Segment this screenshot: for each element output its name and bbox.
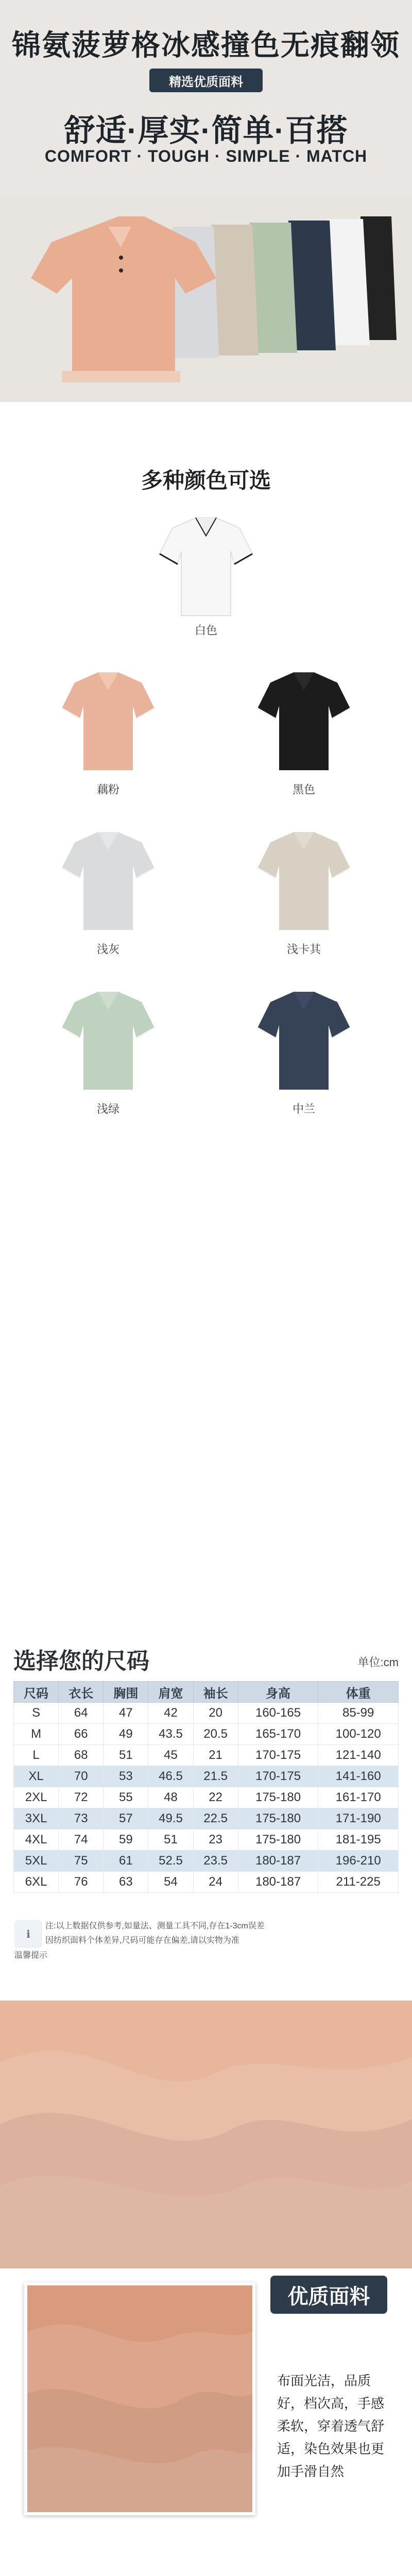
header-sleeve: 袖长 xyxy=(193,1682,238,1703)
cell-height: 170-175 xyxy=(238,1766,318,1787)
cell-height: 175-180 xyxy=(238,1787,318,1808)
cell-chest: 57 xyxy=(104,1808,148,1829)
cell-shoulder: 48 xyxy=(148,1787,193,1808)
slogan-en: COMFORT · TOUGH · SIMPLE · MATCH xyxy=(44,147,368,165)
cell-shoulder: 51 xyxy=(148,1829,193,1851)
fabric-stat-2: 12%氨纶 xyxy=(318,2346,381,2363)
fabric-closeup xyxy=(24,2282,255,2515)
cell-chest: 53 xyxy=(104,1766,148,1787)
cell-weight: 141-160 xyxy=(318,1766,399,1787)
size-note-line-1: 注:以上数据仅供参考,如量法、测量工具不同,存在1-3cm误差 xyxy=(45,1922,265,1930)
shirt-pink-image xyxy=(57,662,160,775)
table-row xyxy=(14,1766,399,1787)
cell-sleeve: 21 xyxy=(193,1745,238,1766)
cell-size: S xyxy=(14,1703,59,1724)
cell-length: 73 xyxy=(59,1808,104,1829)
cell-size: 3XL xyxy=(14,1808,59,1829)
color-label-white: 白色 xyxy=(194,624,217,637)
cell-length: 70 xyxy=(59,1766,104,1787)
cell-shoulder: 49.5 xyxy=(148,1808,193,1829)
note-icon: ℹ xyxy=(14,1920,42,1948)
cell-chest: 47 xyxy=(104,1703,148,1724)
cell-length: 68 xyxy=(59,1745,104,1766)
cell-sleeve: 23.5 xyxy=(193,1851,238,1872)
cell-height: 170-175 xyxy=(238,1745,318,1766)
table-row xyxy=(14,1829,399,1851)
color-label-light-grey: 浅灰 xyxy=(96,943,119,956)
cell-shoulder: 45 xyxy=(148,1745,193,1766)
cell-chest: 49 xyxy=(104,1724,148,1745)
fabric-stat-1: 88%锦纶 xyxy=(318,2326,381,2343)
feature-pill: 精选优质面料 xyxy=(149,69,263,92)
cell-length: 72 xyxy=(59,1787,104,1808)
cell-size: L xyxy=(14,1745,59,1766)
cell-weight: 121-140 xyxy=(318,1745,399,1766)
cell-height: 175-180 xyxy=(238,1829,318,1851)
cell-shoulder: 52.5 xyxy=(148,1851,193,1872)
size-unit: 单位:cm xyxy=(357,1656,399,1669)
shirt-black-image xyxy=(252,662,355,775)
cell-shoulder: 54 xyxy=(148,1872,193,1893)
cell-length: 74 xyxy=(59,1829,104,1851)
cell-weight: 196-210 xyxy=(318,1851,399,1872)
header-chest: 胸围 xyxy=(104,1682,148,1703)
fabric-folds-graphic xyxy=(0,2001,412,2268)
cell-height: 160-165 xyxy=(238,1703,318,1724)
color-label-light-green: 浅绿 xyxy=(96,1103,119,1115)
cell-height: 180-187 xyxy=(238,1872,318,1893)
header-height: 身高 xyxy=(238,1682,318,1703)
color-label-navy: 中兰 xyxy=(292,1103,315,1115)
cell-length: 75 xyxy=(59,1851,104,1872)
shirt-white-image xyxy=(154,507,258,621)
cell-length: 66 xyxy=(59,1724,104,1745)
cell-chest: 51 xyxy=(104,1745,148,1766)
cell-sleeve: 21.5 xyxy=(193,1766,238,1787)
cell-height: 180-187 xyxy=(238,1851,318,1872)
table-row xyxy=(14,1703,399,1724)
fabric-badge: 优质面料 xyxy=(270,2276,387,2314)
table-row xyxy=(14,1872,399,1893)
colors-title: 多种颜色可选 xyxy=(141,468,271,493)
cell-size: M xyxy=(14,1724,59,1745)
header-shoulder: 肩宽 xyxy=(148,1682,193,1703)
cell-shoulder: 42 xyxy=(148,1703,193,1724)
cell-sleeve: 23 xyxy=(193,1829,238,1851)
fabric-description: 布面光洁，品质好，档次高，手感柔软，穿着透气舒适，染色效果也更加手滑自然 xyxy=(277,2373,385,2479)
note-label: 温馨提示 xyxy=(14,1951,48,1960)
header-weight: 体重 xyxy=(318,1682,399,1703)
size-table xyxy=(13,1681,399,1893)
table-row xyxy=(14,1724,399,1745)
cell-height: 165-170 xyxy=(238,1724,318,1745)
slogan-cn: 舒适·厚实·简单·百搭 xyxy=(64,113,348,148)
cell-sleeve: 20 xyxy=(193,1703,238,1724)
cell-weight: 211-225 xyxy=(318,1872,399,1893)
shirt-light-grey-image xyxy=(57,822,160,935)
cell-height: 175-180 xyxy=(238,1808,318,1829)
cell-chest: 61 xyxy=(104,1851,148,1872)
fabric-banner xyxy=(0,2001,412,2268)
main-title: 锦氨菠萝格冰感撞色无痕翻领 xyxy=(12,29,400,61)
table-row xyxy=(14,1745,399,1766)
hero-banner xyxy=(0,0,412,402)
cell-chest: 63 xyxy=(104,1872,148,1893)
cell-size: 6XL xyxy=(14,1872,59,1893)
color-label-light-khaki: 浅卡其 xyxy=(286,943,321,956)
size-title: 选择您的尺码 xyxy=(13,1649,149,1674)
cell-size: XL xyxy=(14,1766,59,1787)
shirt-navy-image xyxy=(252,981,355,1095)
cell-sleeve: 24 xyxy=(193,1872,238,1893)
cell-shoulder: 43.5 xyxy=(148,1724,193,1745)
header-length: 衣长 xyxy=(59,1682,104,1703)
fabric-closeup-graphic xyxy=(27,2285,252,2512)
size-note-line-2: 因纺织面料个体差异,尺码可能存在偏差,请以实物为准 xyxy=(45,1936,239,1945)
cell-shoulder: 46.5 xyxy=(148,1766,193,1787)
cell-weight: 85-99 xyxy=(318,1703,399,1724)
hero-shirts-image xyxy=(0,196,412,402)
color-label-black: 黑色 xyxy=(292,783,315,796)
table-row xyxy=(14,1851,399,1872)
color-label-pink: 藕粉 xyxy=(96,783,119,796)
table-row xyxy=(14,1787,399,1808)
size-note xyxy=(45,1919,375,1948)
cell-sleeve: 22 xyxy=(193,1787,238,1808)
cell-sleeve: 20.5 xyxy=(193,1724,238,1745)
cell-size: 2XL xyxy=(14,1787,59,1808)
cell-weight: 161-170 xyxy=(318,1787,399,1808)
cell-length: 76 xyxy=(59,1872,104,1893)
header-size: 尺码 xyxy=(14,1682,59,1703)
cell-length: 64 xyxy=(59,1703,104,1724)
shirt-light-green-image xyxy=(57,981,160,1095)
shirt-light-khaki-image xyxy=(252,822,355,935)
table-row xyxy=(14,1808,399,1829)
cell-weight: 171-190 xyxy=(318,1808,399,1829)
cell-chest: 59 xyxy=(104,1829,148,1851)
cell-weight: 181-195 xyxy=(318,1829,399,1851)
cell-size: 4XL xyxy=(14,1829,59,1851)
size-table-header-row xyxy=(14,1682,399,1703)
cell-chest: 55 xyxy=(104,1787,148,1808)
cell-size: 5XL xyxy=(14,1851,59,1872)
cell-weight: 100-120 xyxy=(318,1724,399,1745)
cell-sleeve: 22.5 xyxy=(193,1808,238,1829)
